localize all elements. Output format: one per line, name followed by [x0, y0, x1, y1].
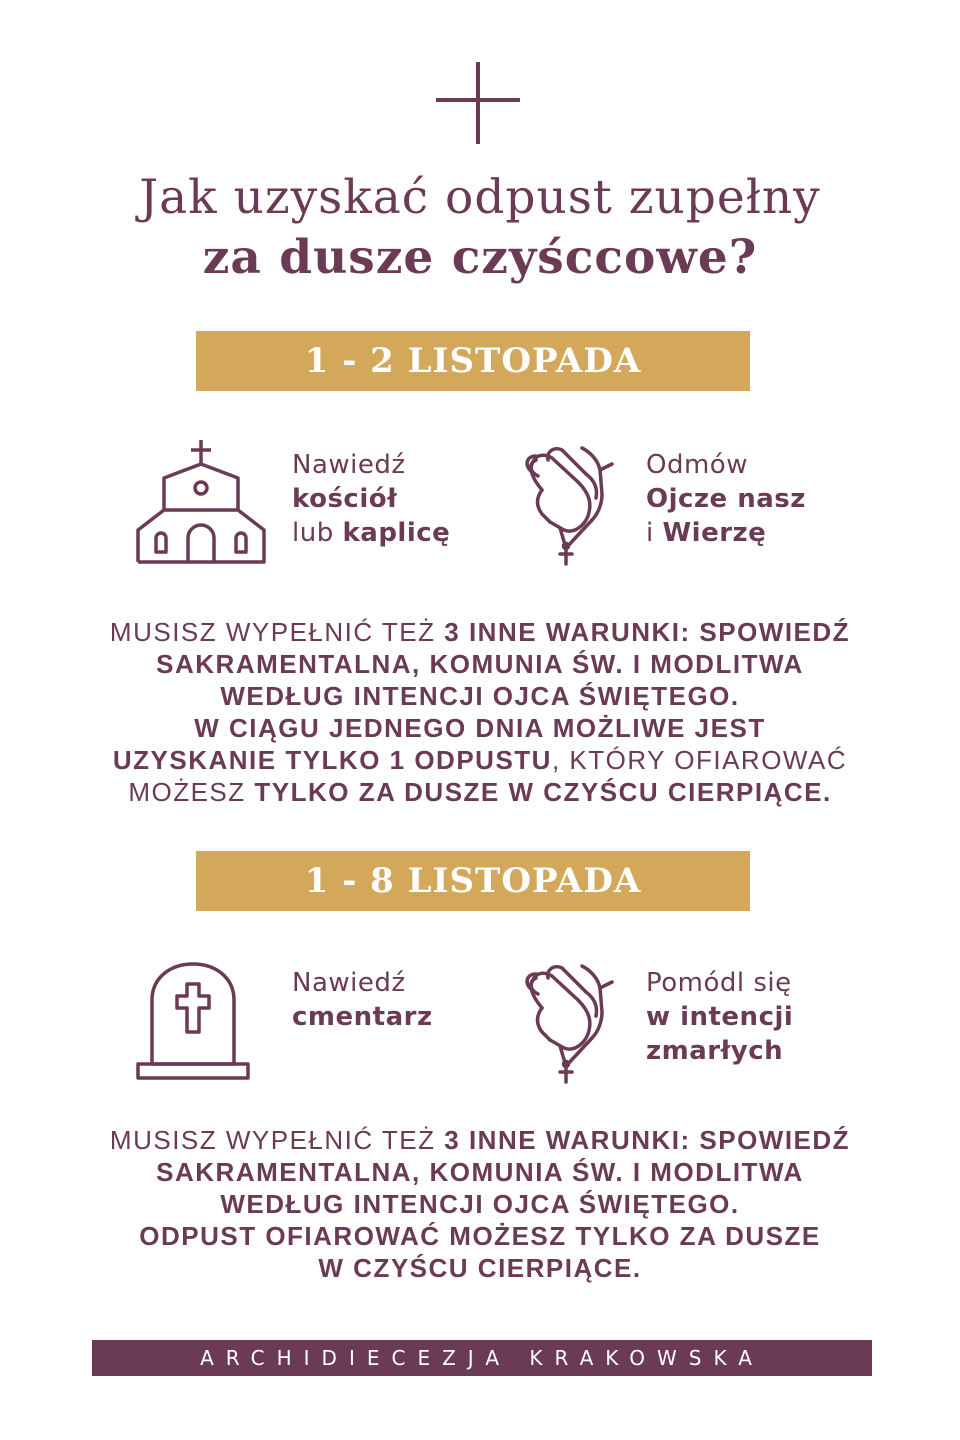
conditions-paragraph-2 [0, 1124, 960, 1284]
para1-l4: W CIĄGU JEDNEGO DNIA MOŻLIWE JEST [194, 713, 766, 743]
para2-l5: W CZYŚCU CIERPIĄCE. [318, 1253, 642, 1283]
visit-church-line-3a: lub [292, 518, 343, 548]
visit-cemetery-text [292, 966, 433, 1034]
praying-hands-rosary-icon [520, 960, 620, 1084]
pray-dead-line-3: zmarłych [646, 1036, 784, 1066]
para2-l4: ODPUST OFIAROWAĆ MOŻESZ TYLKO ZA DUSZE [139, 1221, 821, 1251]
praying-hands-rosary-icon [520, 442, 620, 566]
footer-archdiocese: ARCHIDIECEZJA KRAKOWSKA [92, 1340, 872, 1376]
pray-line-3a: i [646, 518, 663, 548]
visit-cemetery-line-1: Nawiedź [292, 968, 406, 998]
pray-dead-line-2: w intencji [646, 1002, 794, 1032]
pray-dead-text [646, 966, 793, 1068]
page-title-line-1: Jak uzyskać odpust zupełny [139, 170, 821, 225]
gravestone-icon [136, 960, 250, 1082]
para1-l2: SAKRAMENTALNA, KOMUNIA ŚW. I MODLITWA [156, 649, 804, 679]
para2-l3: WEDŁUG INTENCJI OJCA ŚWIĘTEGO. [220, 1189, 740, 1219]
section-banner-1: 1 - 2 LISTOPADA [196, 331, 750, 391]
para1-l6b: TYLKO ZA DUSZE W CZYŚCU CIERPIĄCE. [254, 777, 832, 807]
visit-church-line-3b: kaplicę [342, 518, 451, 548]
para1-l5a: UZYSKANIE TYLKO 1 ODPUSTU [112, 745, 552, 775]
para1-l1b: 3 INNE WARUNKI: SPOWIEDŹ [444, 617, 851, 647]
para1-l1a: MUSISZ WYPEŁNIĆ TEŻ [109, 617, 445, 647]
section-banner-2: 1 - 8 LISTOPADA [196, 851, 750, 911]
para2-l1a: MUSISZ WYPEŁNIĆ TEŻ [109, 1125, 445, 1155]
pray-line-3b: Wierzę [662, 518, 767, 548]
visit-church-line-1: Nawiedź [292, 450, 406, 480]
cross-icon [436, 62, 520, 144]
para1-l6a: MOŻESZ [128, 777, 255, 807]
visit-church-text [292, 448, 450, 550]
visit-church-line-2: kościół [292, 484, 398, 514]
page-title-line-2: za dusze czyśccowe? [202, 230, 758, 285]
para2-l1b: 3 INNE WARUNKI: SPOWIEDŹ [444, 1125, 851, 1155]
pray-text [646, 448, 806, 550]
church-icon [134, 438, 268, 564]
visit-cemetery-line-2: cmentarz [292, 1002, 433, 1032]
pray-line-2: Ojcze nasz [646, 484, 806, 514]
para1-l5b: , KTÓRY OFIAROWAĆ [551, 745, 848, 775]
para1-l3: WEDŁUG INTENCJI OJCA ŚWIĘTEGO. [220, 681, 740, 711]
pray-line-1: Odmów [646, 450, 748, 480]
conditions-paragraph-1 [0, 616, 960, 808]
para2-l2: SAKRAMENTALNA, KOMUNIA ŚW. I MODLITWA [156, 1157, 804, 1187]
pray-dead-line-1: Pomódl się [646, 968, 792, 998]
